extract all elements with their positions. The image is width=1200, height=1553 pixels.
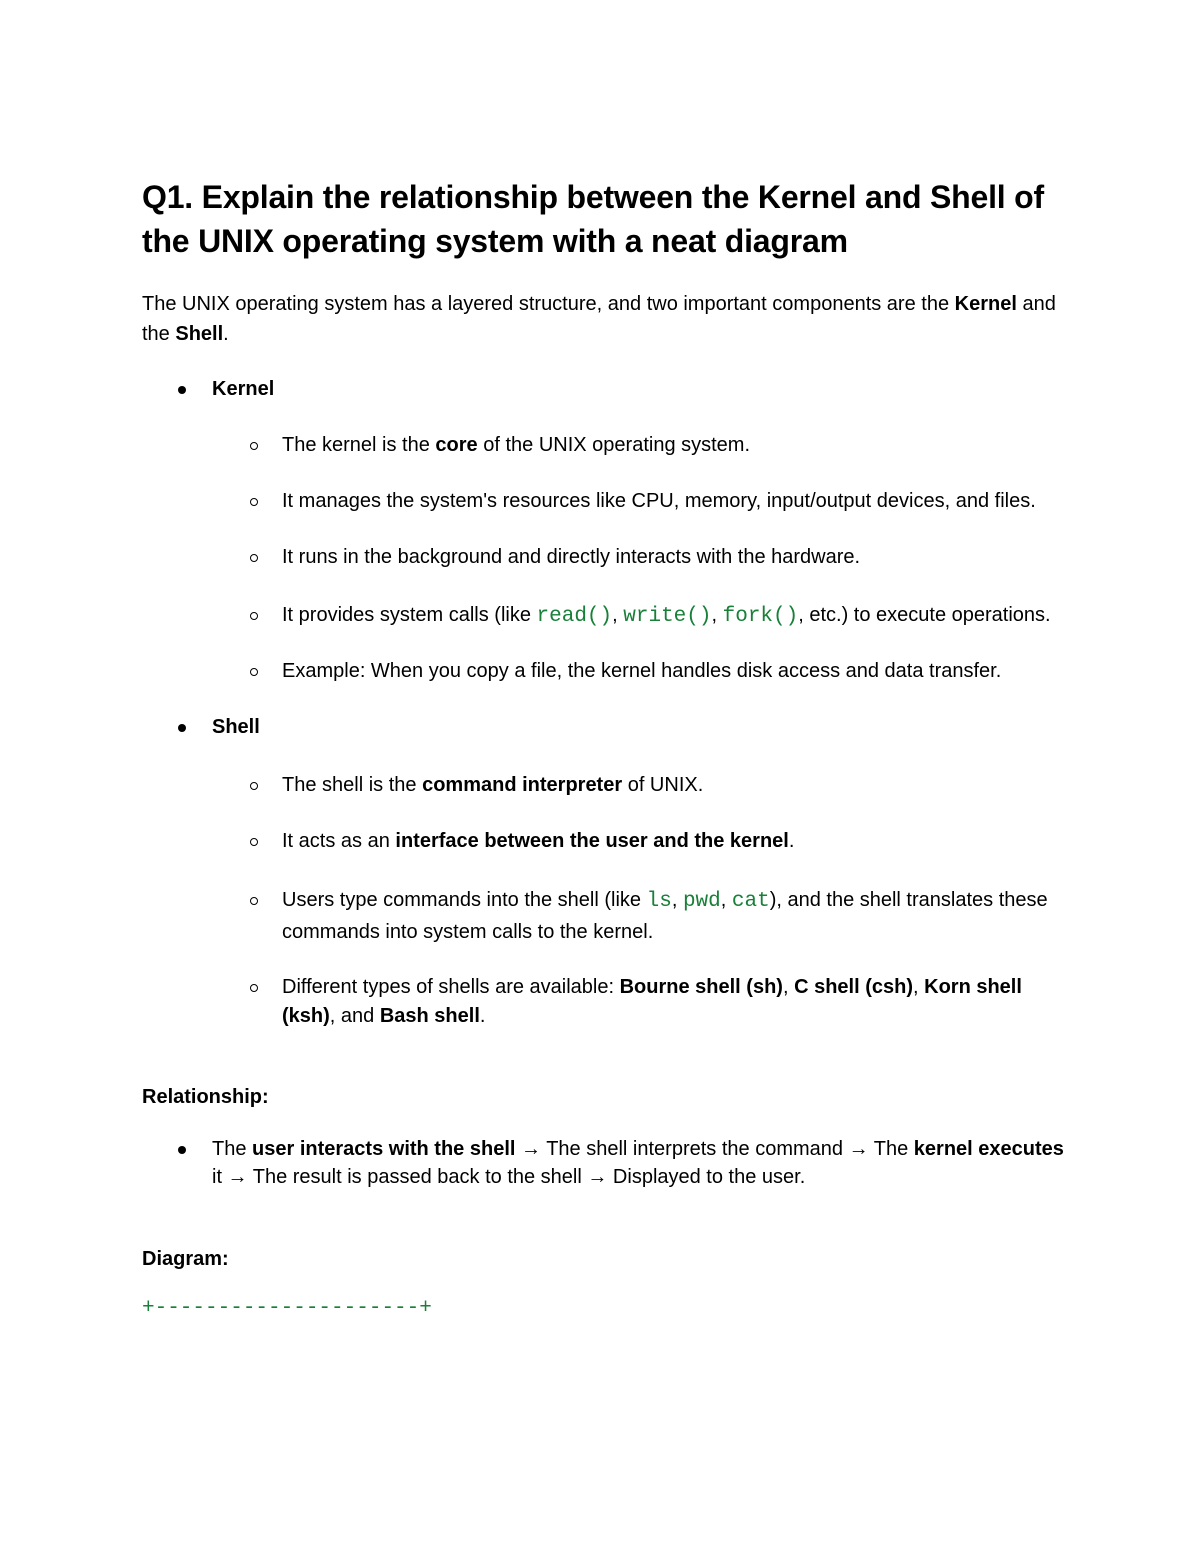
point-text: It manages the system's resources like CPU, memory, input/output devices, and files. xyxy=(282,490,1036,512)
circle-bullet-icon xyxy=(250,612,258,620)
relationship-item xyxy=(142,1135,1072,1191)
point-text: , and xyxy=(329,1005,380,1027)
shell-point xyxy=(142,827,1072,856)
kernel-point xyxy=(142,543,1072,572)
code-pwd: pwd xyxy=(682,890,721,913)
intro-paragraph xyxy=(142,289,1072,349)
point-bold: Bash shell xyxy=(379,1005,480,1027)
point-text: , xyxy=(913,976,925,998)
rel-text: it → The result is passed back to the shell → Displayed to the user. xyxy=(212,1166,806,1188)
kernel-point xyxy=(142,431,1072,460)
point-text: of UNIX. xyxy=(622,774,704,796)
point-text: ), and the shell translates these commands into system calls to the kernel. xyxy=(282,889,1048,943)
shell-list-item xyxy=(142,713,1072,1031)
circle-bullet-icon xyxy=(250,897,258,905)
point-text: . xyxy=(479,1005,486,1027)
kernel-point xyxy=(142,600,1072,632)
rel-text: → The shell interprets the command → The xyxy=(515,1138,914,1160)
relationship-list xyxy=(142,1135,1072,1191)
point-text: The kernel is the xyxy=(282,434,436,456)
circle-bullet-icon xyxy=(250,668,258,676)
point-text: , xyxy=(782,976,795,998)
point-text: Example: When you copy a file, the kernel handles disk access and data transfer. xyxy=(282,660,1002,682)
diagram-box-top-line: +---------------------+ xyxy=(142,1297,432,1320)
bullet-icon xyxy=(178,724,186,732)
shell-point xyxy=(142,885,1072,948)
point-text: , etc.) to execute operations. xyxy=(798,604,1051,626)
bullet-icon xyxy=(178,1146,186,1154)
components-list xyxy=(142,375,1072,1031)
point-bold: Bourne shell (sh) xyxy=(619,976,783,998)
circle-bullet-icon xyxy=(250,838,258,846)
point-text: It provides system calls (like xyxy=(282,604,537,626)
point-text: of the UNIX operating system. xyxy=(477,434,751,456)
kernel-title: Kernel xyxy=(212,378,275,400)
point-bold: Korn shell (ksh) xyxy=(282,976,1022,1027)
code-ls: ls xyxy=(646,890,672,913)
point-text: , xyxy=(612,604,624,626)
shell-point xyxy=(142,771,1072,800)
shell-sublist xyxy=(142,771,1072,1031)
circle-bullet-icon xyxy=(250,782,258,790)
kernel-point xyxy=(142,657,1102,686)
point-text: , xyxy=(671,889,683,911)
point-text: , xyxy=(711,604,723,626)
point-bold: core xyxy=(435,434,478,456)
rel-bold: kernel executes xyxy=(913,1138,1064,1160)
point-text: . xyxy=(788,830,795,852)
document-page xyxy=(142,175,1072,1320)
kernel-point xyxy=(142,487,1072,516)
circle-bullet-icon xyxy=(250,498,258,506)
question-heading: Q1. Explain the relationship between the Kernel and Shell of the UNIX operating system with a neat diagram xyxy=(142,179,1044,259)
code-write: write() xyxy=(623,605,712,628)
diagram-label: Diagram: xyxy=(142,1248,229,1270)
rel-bold: user interacts with the shell xyxy=(252,1138,516,1160)
point-text: It runs in the background and directly interacts with the hardware. xyxy=(282,546,861,568)
point-text: , xyxy=(720,889,732,911)
kernel-sublist xyxy=(142,431,1072,686)
point-text: It acts as an xyxy=(282,830,396,852)
circle-bullet-icon xyxy=(250,984,258,992)
intro-text: The UNIX operating system has a layered structure, and two important components are the xyxy=(142,293,955,315)
code-read: read() xyxy=(536,605,613,628)
point-bold: C shell (csh) xyxy=(794,976,913,998)
intro-shell-bold: Shell xyxy=(175,323,224,345)
circle-bullet-icon xyxy=(250,442,258,450)
point-text: Different types of shells are available: xyxy=(282,976,620,998)
shell-title: Shell xyxy=(212,716,260,738)
shell-point xyxy=(142,973,1072,1031)
point-text: Users type commands into the shell (like xyxy=(282,889,647,911)
rel-text: The xyxy=(212,1138,253,1160)
point-bold: interface between the user and the kernel xyxy=(395,830,789,852)
code-fork: fork() xyxy=(722,605,799,628)
intro-kernel-bold: Kernel xyxy=(954,293,1017,315)
code-cat: cat xyxy=(731,890,770,913)
kernel-list-item xyxy=(142,375,1072,686)
point-text: The shell is the xyxy=(282,774,423,796)
point-bold: command interpreter xyxy=(422,774,623,796)
relationship-label: Relationship: xyxy=(142,1086,269,1108)
intro-text: and the xyxy=(142,293,1056,345)
circle-bullet-icon xyxy=(250,554,258,562)
intro-text: . xyxy=(223,323,229,345)
bullet-icon xyxy=(178,386,186,394)
